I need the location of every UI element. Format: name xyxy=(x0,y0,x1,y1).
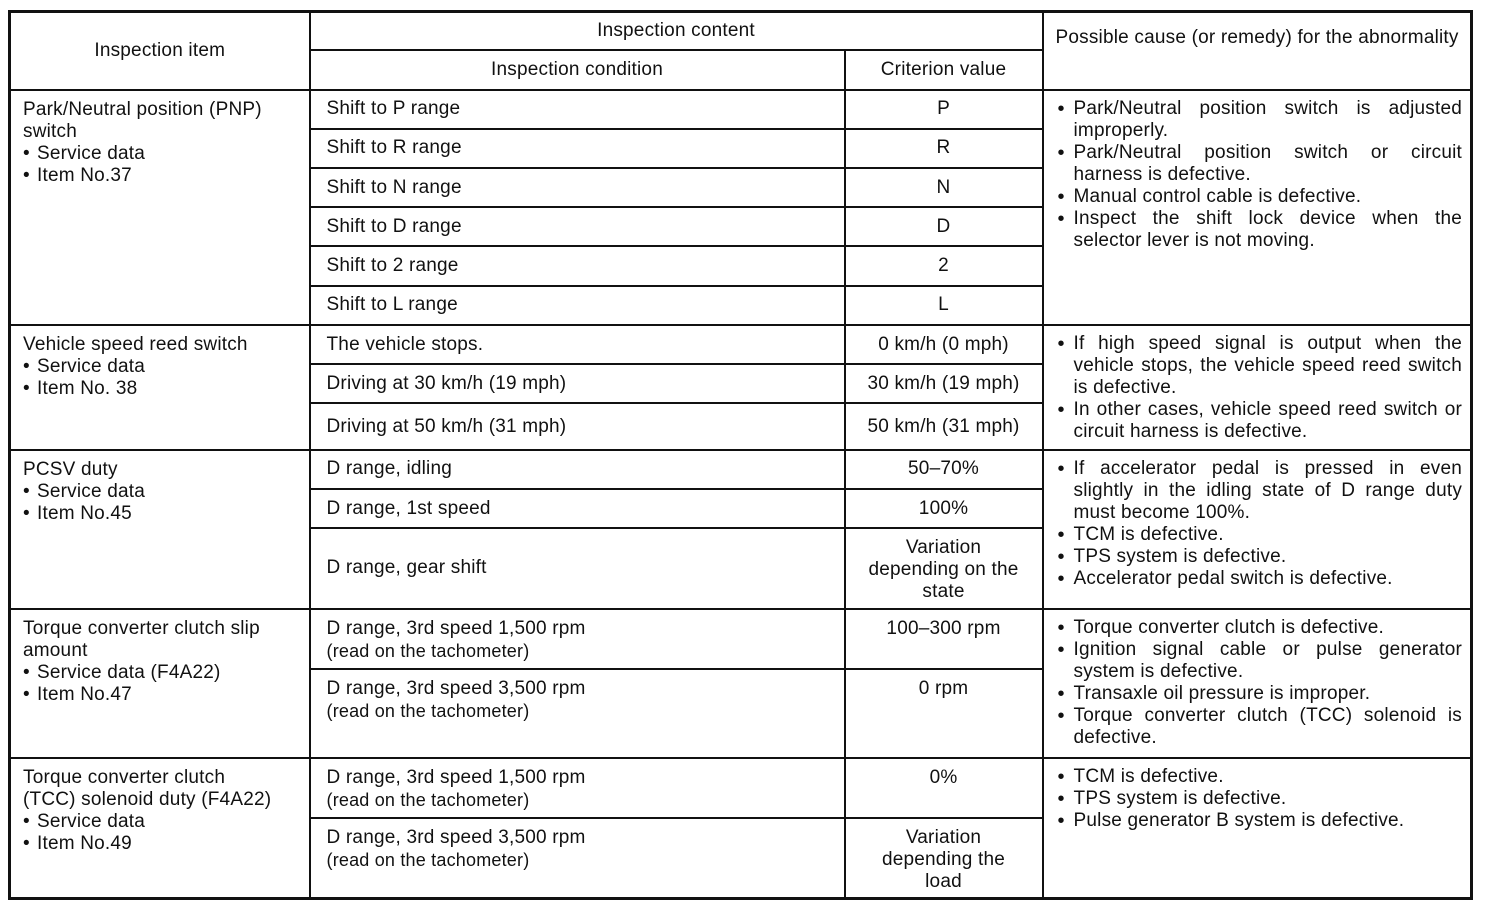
table-row xyxy=(10,450,1472,489)
possible-cause-item: • Torque converter clutch (TCC) solenoid is defective. xyxy=(1056,705,1463,749)
criterion-value-cell xyxy=(845,528,1043,608)
inspection-condition-text: Shift to R range xyxy=(326,137,462,159)
criterion-value-text: L xyxy=(938,294,949,316)
table-row xyxy=(10,758,1472,818)
inspection-condition-cell xyxy=(310,609,845,669)
inspection-item-name: Torque converter clutch xyxy=(23,766,226,788)
possible-cause-item: • Accelerator pedal switch is defective. xyxy=(1056,568,1463,590)
inspection-condition-text: The vehicle stops. xyxy=(326,333,484,355)
inspection-item-name: amount xyxy=(23,639,88,661)
table-row xyxy=(10,609,1472,669)
criterion-value-cell xyxy=(845,669,1043,758)
inspection-condition-text: (read on the tachometer) xyxy=(326,849,530,870)
inspection-item-name: Torque converter clutch slip xyxy=(23,617,260,639)
inspection-item-cell xyxy=(10,450,310,609)
possible-cause-item: • TCM is defective. xyxy=(1056,766,1463,788)
criterion-value-cell xyxy=(845,609,1043,669)
inspection-item-reference: • Service data xyxy=(23,356,301,378)
inspection-table xyxy=(8,10,1473,900)
inspection-condition-cell xyxy=(310,403,845,449)
criterion-value-text: N xyxy=(936,176,951,198)
inspection-condition-cell xyxy=(310,450,845,489)
inspection-condition-cell xyxy=(310,325,845,364)
inspection-condition-text: D range, 3rd speed 1,500 rpm xyxy=(326,766,586,788)
criterion-value-cell xyxy=(845,246,1043,285)
inspection-item-reference: • Item No.49 xyxy=(23,833,301,855)
criterion-value-cell xyxy=(845,129,1043,168)
criterion-value-text: 50 km/h (31 mph) xyxy=(867,415,1020,437)
inspection-item-reference: • Service data xyxy=(23,811,301,833)
inspection-condition-text: (read on the tachometer) xyxy=(326,640,530,661)
criterion-value-cell xyxy=(845,168,1043,207)
inspection-condition-text: Shift to P range xyxy=(326,98,461,120)
inspection-condition-text: Driving at 30 km/h (19 mph) xyxy=(326,372,567,394)
possible-cause-item: • Ignition signal cable or pulse generator system is defective. xyxy=(1056,639,1463,683)
inspection-item-reference: • Item No.37 xyxy=(23,165,301,187)
inspection-item-cell xyxy=(10,90,310,325)
possible-cause-item: • Torque converter clutch is defective. xyxy=(1056,617,1463,639)
inspection-item-name: Park/Neutral position (PNP) xyxy=(23,98,262,120)
table-row xyxy=(10,90,1472,129)
possible-cause-item: • Park/Neutral position switch is adjusted improperly. xyxy=(1056,98,1463,142)
inspection-condition-text: D range, idling xyxy=(326,458,453,480)
criterion-value-cell xyxy=(845,286,1043,325)
possible-cause-item: • Park/Neutral position switch or circuit harness is defective. xyxy=(1056,142,1463,186)
possible-cause-list xyxy=(1056,98,1463,252)
inspection-condition-text: Shift to 2 range xyxy=(326,255,459,277)
possible-cause-item: • Pulse generator B system is defective. xyxy=(1056,810,1463,832)
inspection-condition-text: D range, 1st speed xyxy=(326,497,491,519)
criterion-value-cell xyxy=(845,450,1043,489)
header-row-1 xyxy=(10,12,1472,50)
possible-cause-cell xyxy=(1043,450,1472,609)
inspection-condition-text: (read on the tachometer) xyxy=(326,700,530,721)
inspection-condition-text: D range, 3rd speed 3,500 rpm xyxy=(326,677,586,699)
inspection-condition-cell xyxy=(310,168,845,207)
criterion-value-cell xyxy=(845,90,1043,129)
possible-cause-list xyxy=(1056,458,1463,590)
header-inspection-item: Inspection item xyxy=(10,12,310,90)
criterion-value-cell xyxy=(845,758,1043,818)
inspection-condition-text: D range, 3rd speed 3,500 rpm xyxy=(326,826,586,848)
criterion-value-text: 100% xyxy=(918,497,969,519)
header-criterion-value: Criterion value xyxy=(845,50,1043,90)
criterion-value-text: 0% xyxy=(929,766,958,788)
header-inspection-content: Inspection content xyxy=(310,12,1043,50)
header-inspection-condition: Inspection condition xyxy=(310,50,845,90)
criterion-value-text: P xyxy=(937,98,950,120)
inspection-condition-cell xyxy=(310,90,845,129)
criterion-value-cell xyxy=(845,207,1043,246)
inspection-item-name: PCSV duty xyxy=(23,458,118,480)
possible-cause-item: • TPS system is defective. xyxy=(1056,546,1463,568)
possible-cause-list xyxy=(1056,333,1463,443)
inspection-item-reference: • Service data xyxy=(23,481,301,503)
possible-cause-cell xyxy=(1043,609,1472,758)
inspection-condition-text: Driving at 50 km/h (31 mph) xyxy=(326,415,567,437)
inspection-item-reference: • Item No. 38 xyxy=(23,378,301,400)
inspection-item-cell xyxy=(10,758,310,899)
criterion-value-cell xyxy=(845,364,1043,403)
inspection-item-cell xyxy=(10,609,310,758)
possible-cause-list xyxy=(1056,617,1463,749)
possible-cause-item: • TPS system is defective. xyxy=(1056,788,1463,810)
table-body xyxy=(10,90,1472,899)
possible-cause-cell xyxy=(1043,758,1472,899)
inspection-item-name: switch xyxy=(23,120,77,142)
table-row xyxy=(10,325,1472,364)
criterion-value-text: 0 km/h (0 mph) xyxy=(878,333,1009,355)
possible-cause-item: • If high speed signal is output when the vehicle stops, the vehicle speed reed switch is defective. xyxy=(1056,333,1463,399)
criterion-value-text: R xyxy=(936,137,951,159)
criterion-value-cell xyxy=(845,403,1043,449)
inspection-condition-text: D range, 3rd speed 1,500 rpm xyxy=(326,617,586,639)
criterion-value-text: 0 rpm xyxy=(918,677,969,699)
inspection-item-reference: • Item No.47 xyxy=(23,684,301,706)
inspection-condition-cell xyxy=(310,286,845,325)
inspection-condition-text: Shift to N range xyxy=(326,176,462,198)
inspection-item-reference: • Item No.45 xyxy=(23,503,301,525)
possible-cause-item: • In other cases, vehicle speed reed switch or circuit harness is defective. xyxy=(1056,399,1463,443)
criterion-value-text: Variation depending the load xyxy=(881,826,1006,892)
inspection-item-reference: • Service data (F4A22) xyxy=(23,662,301,684)
criterion-value-cell xyxy=(845,325,1043,364)
possible-cause-cell xyxy=(1043,325,1472,450)
inspection-condition-cell xyxy=(310,489,845,528)
possible-cause-item: • Manual control cable is defective. xyxy=(1056,186,1463,208)
possible-cause-item: • TCM is defective. xyxy=(1056,524,1463,546)
criterion-value-text: D xyxy=(936,215,951,237)
inspection-condition-cell xyxy=(310,758,845,818)
criterion-value-cell xyxy=(845,818,1043,899)
inspection-condition-cell xyxy=(310,129,845,168)
inspection-condition-cell xyxy=(310,246,845,285)
inspection-item-cell xyxy=(10,325,310,450)
inspection-sheet xyxy=(8,10,1470,900)
inspection-item-reference: • Service data xyxy=(23,143,301,165)
possible-cause-item: • Inspect the shift lock device when the selector lever is not moving. xyxy=(1056,208,1463,252)
criterion-value-text: 2 xyxy=(938,255,949,277)
possible-cause-item: • If accelerator pedal is pressed in even slightly in the idling state of D range duty must become 100%. xyxy=(1056,458,1463,524)
inspection-condition-text: D range, gear shift xyxy=(326,557,487,579)
inspection-condition-cell xyxy=(310,669,845,758)
inspection-condition-cell xyxy=(310,364,845,403)
criterion-value-text: Variation depending on the state xyxy=(868,537,1019,603)
inspection-condition-text: Shift to D range xyxy=(326,215,462,237)
possible-cause-list xyxy=(1056,766,1463,832)
inspection-condition-cell xyxy=(310,528,845,608)
criterion-value-text: 30 km/h (19 mph) xyxy=(867,372,1020,394)
inspection-condition-cell xyxy=(310,818,845,899)
possible-cause-item: • Transaxle oil pressure is improper. xyxy=(1056,683,1463,705)
criterion-value-text: 50–70% xyxy=(908,458,979,480)
header-possible-cause: Possible cause (or remedy) for the abnormality xyxy=(1043,12,1472,90)
inspection-condition-cell xyxy=(310,207,845,246)
inspection-condition-text: Shift to L range xyxy=(326,294,458,316)
criterion-value-cell xyxy=(845,489,1043,528)
inspection-condition-text: (read on the tachometer) xyxy=(326,789,530,810)
possible-cause-cell xyxy=(1043,90,1472,325)
inspection-item-name: Vehicle speed reed switch xyxy=(23,333,248,355)
criterion-value-text: 100–300 rpm xyxy=(886,617,1001,639)
inspection-item-name: (TCC) solenoid duty (F4A22) xyxy=(23,788,272,810)
